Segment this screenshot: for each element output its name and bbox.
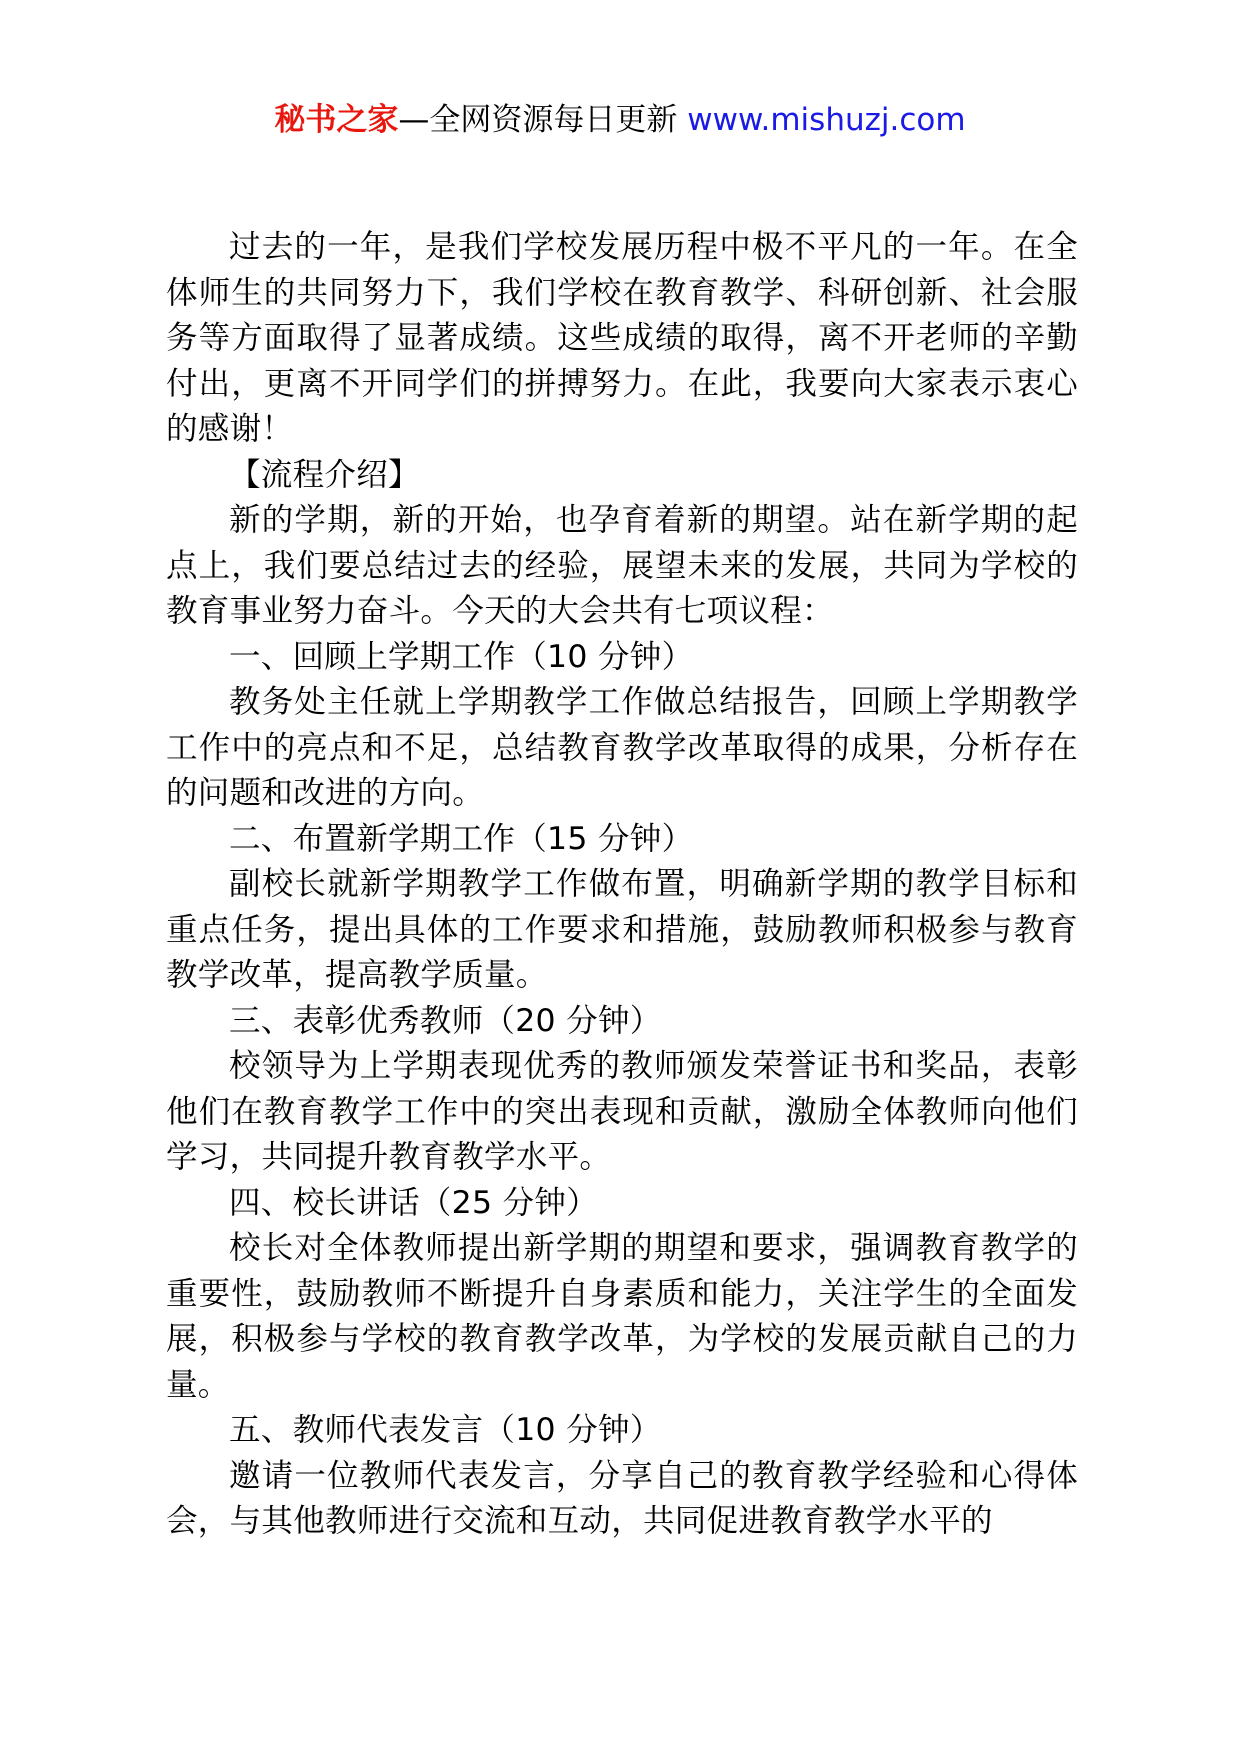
document-body [166,225,1078,1545]
agenda-item-2-body: 副校长就新学期教学工作做布置，明确新学期的教学目标和重点任务，提出具体的工作要求和措施，鼓励教师积极参与教育教学改革，提高教学质量。 [166,866,1078,993]
agenda-item-4-body: 校长对全体教师提出新学期的期望和要求，强调教育教学的重要性，鼓励教师不断提升自身素质和能力，关注学生的全面发展，积极参与学校的教育教学改革，为学校的发展贡献自己的力量。 [166,1230,1078,1403]
agenda-item-4-title: 四、校长讲话（25 分钟） [229,1184,598,1221]
agenda-item-2-title: 二、布置新学期工作（15 分钟） [229,820,694,857]
agenda-intro-paragraph: 新的学期，新的开始，也孕育着新的期望。站在新学期的起点上，我们要总结过去的经验，展望未来的发展，共同为学校的教育事业努力奋斗。今天的大会共有七项议程： [166,502,1078,629]
site-brand: 秘书之家 [274,102,399,138]
site-header [0,100,1240,140]
section-heading-process: 【流程介绍】 [229,456,420,493]
intro-paragraph: 过去的一年，是我们学校发展历程中极不平凡的一年。在全体师生的共同努力下，我们学校在教育教学、科研创新、社会服务等方面取得了显著成绩。这些成绩的取得，离不开老师的辛勤付出，更离不开同学们的拼搏努力。在此，我要向大家表示衷心的感谢！ [166,229,1078,447]
agenda-item-5-body: 邀请一位教师代表发言，分享自己的教育教学经验和心得体会，与其他教师进行交流和互动，共同促进教育教学水平的 [166,1457,1078,1539]
agenda-item-3-title: 三、表彰优秀教师（20 分钟） [229,1002,662,1039]
site-tagline: —全网资源每日更新 [398,102,688,138]
agenda-item-3-body: 校领导为上学期表现优秀的教师颁发荣誉证书和奖品，表彰他们在教育教学工作中的突出表现和贡献，激励全体教师向他们学习，共同提升教育教学水平。 [166,1048,1078,1175]
agenda-item-1-title: 一、回顾上学期工作（10 分钟） [229,638,694,675]
agenda-item-1-body: 教务处主任就上学期教学工作做总结报告，回顾上学期教学工作中的亮点和不足，总结教育教学改革取得的成果，分析存在的问题和改进的方向。 [166,684,1078,811]
site-url-link[interactable]: www.mishuzj.com [687,102,966,138]
agenda-item-5-title: 五、教师代表发言（10 分钟） [229,1412,662,1448]
